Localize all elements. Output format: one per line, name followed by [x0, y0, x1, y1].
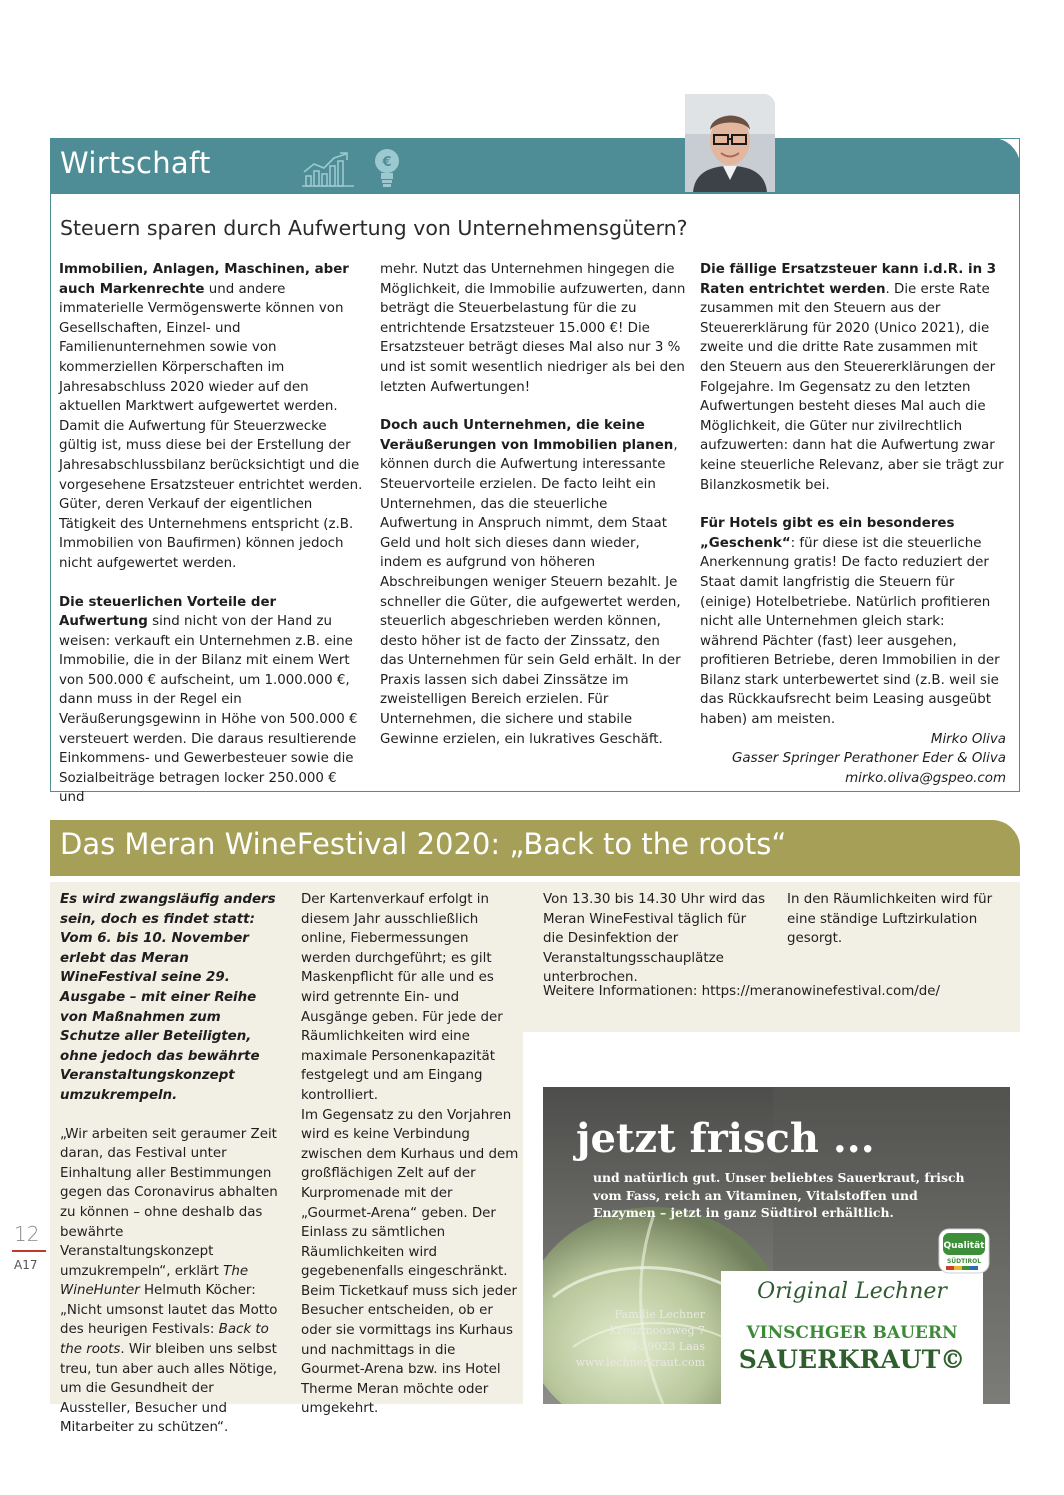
paragraph-lead: Immobilien, Anlagen, Maschinen, aber auch Markenrechte: [59, 262, 349, 297]
paragraph-text: Helmuth Köcher: „Nicht umsonst lautet das Motto des heurigen Festivals:: [60, 1283, 278, 1338]
section-header-band: [50, 820, 1020, 876]
section-header-band: [50, 138, 1020, 194]
paragraph-text: . Wir bleiben uns selbst treu, tun aber auch alles Nötige, um die Gesundheit der Aussteller, Besucher und Mitarbeiter zu schützen“.: [60, 1342, 277, 1436]
article-column-3: [543, 890, 768, 988]
quality-seal-icon: [938, 1228, 990, 1274]
address-line: Familie Lechner: [614, 1308, 705, 1321]
brand-line-2: SAUERKRAUT©: [738, 1345, 966, 1374]
paragraph: Im Gegensatz zu den Vorjahren wird es keine Verbindung zwischen dem Kurhaus und dem großflächigen Zelt auf der Kurpromenade mit der „Gourmet-Arena“ geben. Der Einlass zu sämtlichen Räumlichkeiten wird gegebenenfalls eingeschränkt. Beim Ticketkauf muss sich jeder Besucher entscheiden, ob er oder sie vormittags ins Kurhaus und nachmittags in die Gourmet-Arena bzw. ins Hotel Therme Meran möchte oder umgekehrt.: [301, 1107, 519, 1417]
paragraph: [59, 260, 365, 574]
article-column-3: [700, 260, 1006, 788]
article-column-4: [787, 890, 1005, 949]
author-email: mirko.oliva@gspeo.com: [845, 770, 1006, 786]
paragraph: [59, 593, 365, 809]
article-headline: Steuern sparen durch Aufwertung von Unternehmensgütern?: [60, 216, 688, 240]
paragraph-text: . Die erste Rate zusammen mit den Steuern aus der Steuererklärung für 2020 (Unico 2021), die zweite und die dritte Rate zusammen mit den Steuern aus den Steuererklärungen der Folgejahre. Im Gegensatz zu den letzten Aufwertungen besteht dieses Mal auch die Möglichkeit, die Güter nur zivilrechtlich aufzuwerten: dann hat die Aufwertung zwar keine steuerliche Relevanz, aber sie trägt zur Bilanzkosmetik bei.: [700, 281, 1004, 493]
growth-chart-icon: [300, 150, 356, 188]
paragraph: [700, 260, 1006, 495]
address-line: Kreuzmoosweg 7: [609, 1324, 705, 1337]
author-portrait-image: [685, 94, 775, 192]
wirtschaft-section: [50, 138, 1020, 806]
paragraph: [380, 260, 686, 397]
brand-script-logo: Original Lechner: [757, 1279, 947, 1304]
page-code: A17: [14, 1258, 38, 1272]
paragraph: In den Räumlichkeiten wird für eine ständige Luftzirkulation gesorgt.: [787, 892, 993, 947]
paragraph-lead: Doch auch Unternehmen, die keine Veräußerungen von Immobilien planen: [380, 418, 674, 453]
paragraph-italic: Back to the roots: [60, 1322, 269, 1358]
address-line: I-39023 Laas: [632, 1340, 705, 1353]
section-title: Wirtschaft: [60, 146, 211, 180]
paragraph-text: „Wir arbeiten seit geraumer Zeit daran, das Festival unter Einhaltung aller Bestimmungen gegen das Coronavirus abhalten zu können – ohne deshalb das bewährte Veranstaltungskonzept umzukrempeln“, erklärt: [60, 1126, 278, 1279]
seal-bottom-text: SÜDTIROL: [946, 1258, 982, 1265]
paragraph-text: und andere immaterielle Vermögenswerte können von Gesellschaften, Einzel- und Familienunternehmen sowie von kommerziellen Körperschaften im Jahresabschluss 2020 wieder auf den aktuellen Marktwert aufgewertet werden. Damit die Aufwertung für Steuerzwecke gültig ist, muss diese bei der Erstellung der Jahresabschlussbilanz berücksichtigt und die vorgesehene Ersatzsteuer entrichtet werden. Güter, deren Verkauf der eigentlichen Tätigkeit des Unternehmens entspricht (z.B. Immobilien von Baufirmen) können jedoch nicht aufgewertet werden.: [59, 281, 363, 571]
article-column-1: [59, 260, 365, 808]
article-column-2: [301, 890, 519, 1419]
section-title: Das Meran WineFestival 2020: „Back to the roots“: [60, 827, 787, 861]
page-number: 12: [14, 1222, 40, 1246]
ad-subtext: und natürlich gut. Unser beliebtes Sauerkraut, frisch vom Fass, reich an Vitaminen, Vitalstoffen und Enzymen – jetzt in ganz Südtirol erhältlich.: [593, 1170, 965, 1220]
paragraph: Von 13.30 bis 14.30 Uhr wird das Meran WineFestival täglich für die Desinfektion der Veranstaltungsschauplätze unterbrochen.: [543, 892, 766, 986]
ad-headline: jetzt frisch ...: [576, 1115, 875, 1162]
paragraph-text: sind nicht von der Hand zu weisen: verkauft ein Unternehmen z.B. eine Immobilie, die in der Bilanz mit einem Wert von 500.000 € aufscheint, um 1.000.000 €, dann muss in der Regel ein Veräußerungsgewinn in Höhe von 500.000 € versteuert werden. Die daraus resultierende Einkommens- und Gewerbesteuer sowie die Sozialbeiträge betragen locker 250.000 € und: [59, 614, 358, 806]
paragraph-text: , können durch die Aufwertung interessante Steuervorteile erzielen. De facto leiht ein Unternehmen, das die steuerliche Aufwertung in Anspruch nimmt, dem Staat Geld und holt sich dieses dann wieder, indem es aufgrund von höheren Abschreibungen weniger Steuern bezahlt. Je schneller die Güter, die aufgewertet werden, steuerlich abgeschrieben werden können, desto höher ist de facto der Zinssatz, den das Unternehmen für sein Geld erhält. In der Praxis lassen sich dabei Zinssätze im zweistelligen Bereich erzielen. Für Unternehmen, die sichere und stabile Gewinne erzielen, ein lukratives Geschäft.: [380, 437, 681, 747]
author-firm: Gasser Springer Perathoner Eder & Oliva: [732, 751, 1006, 767]
more-info-link[interactable]: Weitere Informationen: https://meranowinefestival.com/de/: [543, 984, 941, 999]
article-intro: Es wird zwangsläufig anders sein, doch es findet statt: Vom 6. bis 10. November erlebt das Meran WineFestival seine 29. Ausgabe – mit einer Reihe von Maßnahmen zum Schutze aller Beteiligten, ohne jedoch das bewährte Veranstaltungskonzept umzukrempeln.: [60, 892, 276, 1103]
article-column-2: [380, 260, 686, 749]
paragraph-lead: Die fällige Ersatzsteuer kann i.d.R. in 3 Raten entrichtet werden: [700, 262, 997, 297]
lightbulb-euro-icon: [372, 147, 402, 191]
page-number-block: [14, 1222, 44, 1272]
paragraph-text: : für diese ist die steuerliche Anerkennung gratis! De facto reduziert der Staat damit langfristig die Steuern für (einige) Hotelbetriebe. Natürlich profitieren nicht alle Unternehmen gleich stark: während Pächter (fast) leer ausgehen, profitieren Betriebe, deren Immobilien in der Bilanz stark unterbewertet sind (z.B. weil sie das Rückkaufsrecht beim Leasing ausgeübt haben) am meisten.: [700, 535, 1000, 728]
paragraph: [380, 416, 686, 749]
svg-text:€: €: [382, 155, 392, 170]
article-column-1: [60, 890, 278, 1438]
author-name: Mirko Oliva: [930, 731, 1006, 747]
ad-address: [553, 1307, 705, 1371]
sauerkraut-advertisement[interactable]: [543, 1087, 1010, 1404]
author-photo: [685, 94, 775, 192]
paragraph-text: mehr. Nutzt das Unternehmen hingegen die Möglichkeit, die Immobilie aufzuwerten, dann beträgt die Steuerbelastung für die zu entrichtende Ersatzsteuer 15.000 €! Die Ersatzsteuer beträgt dieses Mal also nur 3 % und ist somit wesentlich niedriger als bei den letzten Aufwertungen!: [380, 262, 686, 395]
brand-line-1: VINSCHGER BAUERN: [746, 1323, 958, 1343]
brand-card: [721, 1271, 983, 1404]
address-website: www.lechnerkraut.com: [575, 1356, 705, 1369]
paragraph-lead: Die steuerlichen Vorteile der Aufwertung: [59, 594, 277, 630]
paragraph: [700, 514, 1006, 730]
paragraph: [60, 1125, 278, 1439]
paragraph-lead: Für Hotels gibt es ein besonderes „Geschenk“: [700, 516, 955, 551]
seal-top-text: Qualität: [943, 1241, 985, 1251]
paragraph: Der Kartenverkauf erfolgt in diesem Jahr ausschließlich online, Fiebermessungen werden durchgeführt; es gilt Maskenpflicht für alle und es wird getrennte Ein- und Ausgänge geben. Für jede der Räumlichkeiten wird eine maximale Personenkapazität festgelegt und am Eingang kontrolliert.: [301, 892, 503, 1103]
page-number-divider: [12, 1250, 46, 1252]
paragraph-italic: The WineHunter: [60, 1263, 249, 1299]
